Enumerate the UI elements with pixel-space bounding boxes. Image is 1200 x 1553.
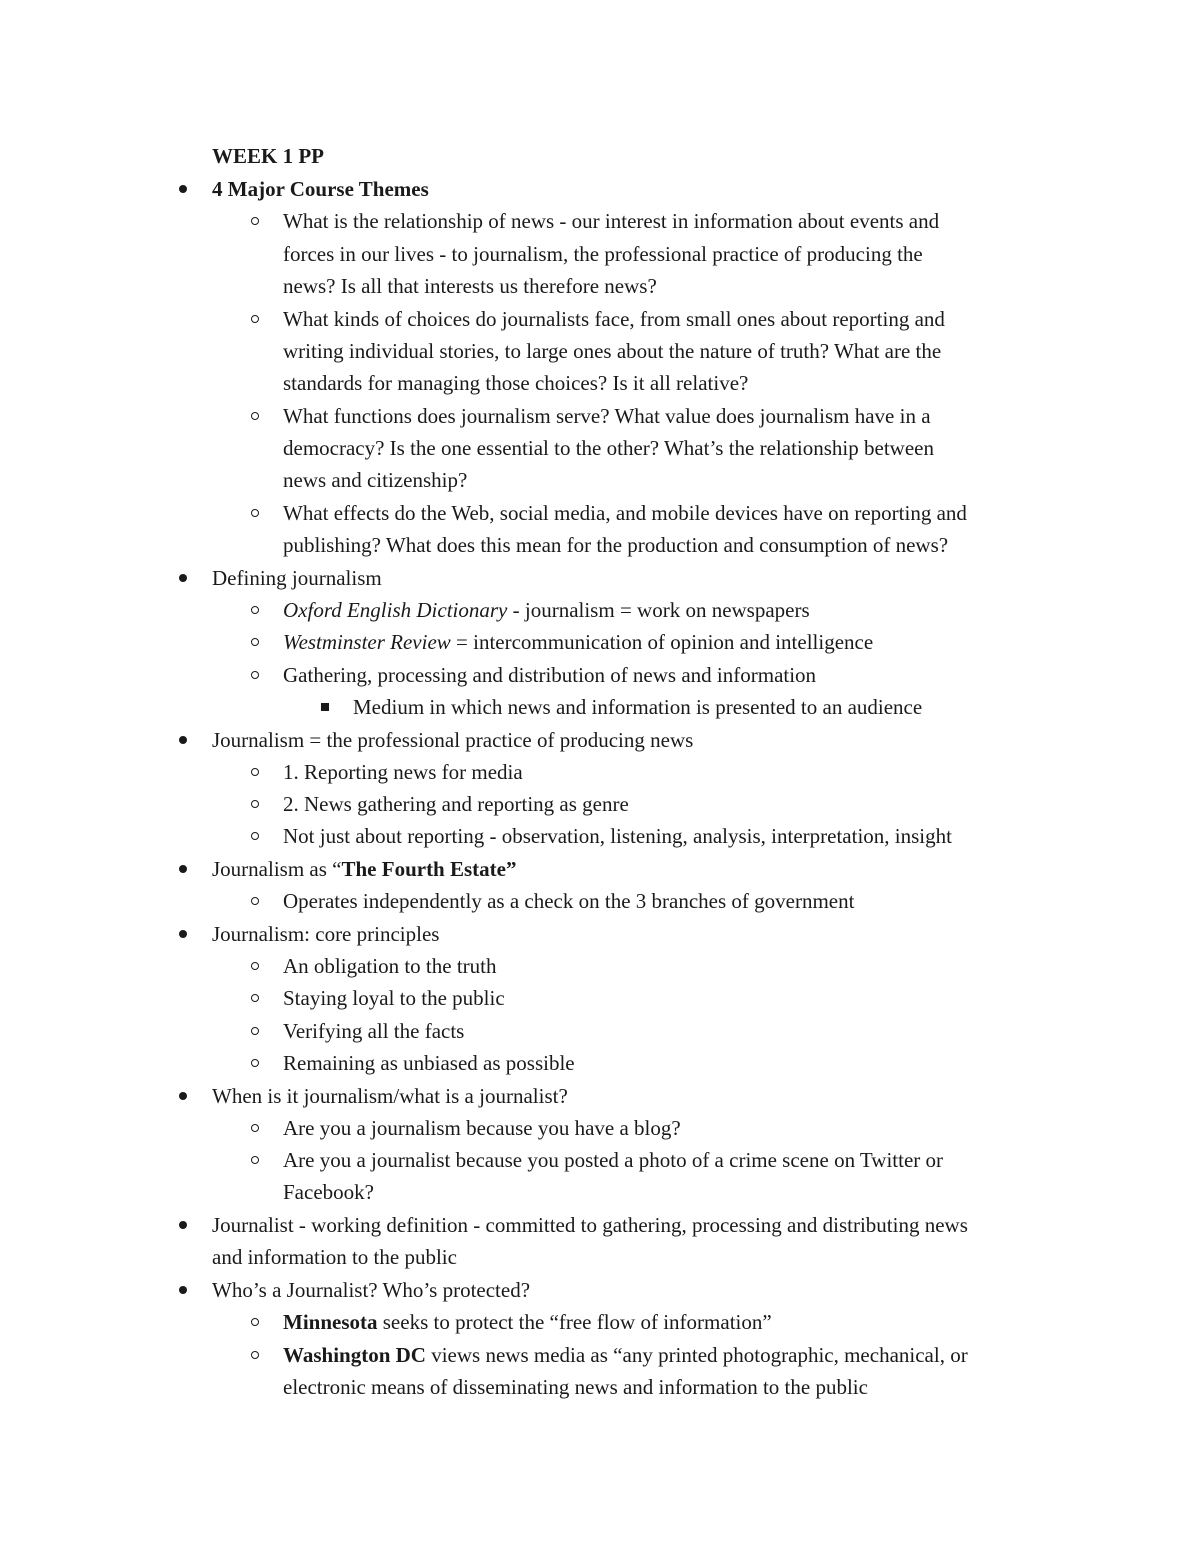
bullet-circle-icon — [251, 1318, 259, 1326]
practice-item-2: 2. News gathering and reporting as genre — [283, 792, 629, 816]
washington-dc-label: Washington DC — [283, 1343, 426, 1367]
bullet-circle-icon — [251, 962, 259, 970]
bullet-circle-icon — [251, 606, 259, 614]
bullet-circle-icon — [251, 1027, 259, 1035]
theme-question-3-line-2: democracy? Is the one essential to the other? What’s the relationship between — [283, 436, 934, 460]
definition-oed — [283, 595, 810, 625]
oed-text: - journalism = work on newspapers — [507, 598, 810, 622]
protected-washington-dc — [283, 1340, 968, 1370]
westminster-text: = intercommunication of opinion and intelligence — [450, 630, 874, 654]
bullet-circle-icon — [251, 1351, 259, 1359]
section-heading-practice: Journalism = the professional practice of producing news — [212, 728, 694, 752]
theme-question-2-line-3: standards for managing those choices? Is it all relative? — [283, 371, 749, 395]
minnesota-text: seeks to protect the “free flow of information” — [377, 1310, 772, 1334]
bullet-circle-icon — [251, 994, 259, 1002]
bullet-circle-icon — [251, 768, 259, 776]
theme-question-4-line-2: publishing? What does this mean for the production and consumption of news? — [283, 533, 949, 557]
bullet-circle-icon — [251, 509, 259, 517]
practice-item-3: Not just about reporting - observation, listening, analysis, interpretation, insight — [283, 824, 952, 848]
theme-question-3-line-1: What functions does journalism serve? What value does journalism have in a — [283, 404, 931, 428]
section-heading-when: When is it journalism/what is a journalist? — [212, 1084, 568, 1108]
bullet-disc-icon — [179, 1221, 187, 1229]
section-heading-protected: Who’s a Journalist? Who’s protected? — [212, 1278, 531, 1302]
washington-dc-text: views news media as “any printed photographic, mechanical, or — [425, 1343, 968, 1367]
bullet-circle-icon — [251, 1059, 259, 1067]
fourth-estate-bold: The Fourth Estate — [341, 857, 506, 881]
fourth-estate-prefix: Journalism as “ — [212, 857, 342, 881]
practice-item-1: 1. Reporting news for media — [283, 760, 523, 784]
definition-gathering: Gathering, processing and distribution of news and information — [283, 663, 817, 687]
bullet-circle-icon — [251, 1156, 259, 1164]
bullet-circle-icon — [251, 412, 259, 420]
bullet-square-icon — [321, 703, 329, 711]
document-title: WEEK 1 PP — [212, 144, 325, 168]
bullet-disc-icon — [179, 1286, 187, 1294]
theme-question-1-line-1: What is the relationship of news - our interest in information about events and — [283, 209, 940, 233]
definition-westminster — [283, 627, 873, 657]
theme-question-3-line-3: news and citizenship? — [283, 468, 468, 492]
bullet-circle-icon — [251, 315, 259, 323]
bullet-circle-icon — [251, 800, 259, 808]
fourth-estate-item-1: Operates independently as a check on the 3 branches of government — [283, 889, 855, 913]
section-heading-principles: Journalism: core principles — [212, 922, 440, 946]
theme-question-1-line-2: forces in our lives - to journalism, the professional practice of producing the — [283, 242, 923, 266]
bullet-disc-icon — [179, 865, 187, 873]
washington-dc-line-2: electronic means of disseminating news and information to the public — [283, 1375, 868, 1399]
bullet-disc-icon — [179, 1092, 187, 1100]
bullet-circle-icon — [251, 832, 259, 840]
minnesota-label: Minnesota — [283, 1310, 378, 1334]
protected-minnesota — [283, 1307, 772, 1337]
theme-question-1-line-3: news? Is all that interests us therefore news? — [283, 274, 657, 298]
oed-source: Oxford English Dictionary — [283, 598, 508, 622]
bullet-disc-icon — [179, 736, 187, 744]
when-item-2-line-1: Are you a journalist because you posted a photo of a crime scene on Twitter or — [283, 1148, 944, 1172]
westminster-source: Westminster Review — [283, 630, 451, 654]
bullet-circle-icon — [251, 1124, 259, 1132]
theme-question-4-line-1: What effects do the Web, social media, and mobile devices have on reporting and — [283, 501, 967, 525]
principle-item-1: An obligation to the truth — [283, 954, 497, 978]
fourth-estate-suffix: ” — [505, 857, 517, 881]
working-definition-line-2: and information to the public — [212, 1245, 457, 1269]
when-item-1: Are you a journalism because you have a blog? — [283, 1116, 681, 1140]
section-heading-themes: 4 Major Course Themes — [212, 177, 429, 201]
section-heading-fourth-estate — [212, 854, 516, 884]
bullet-circle-icon — [251, 217, 259, 225]
bullet-disc-icon — [179, 574, 187, 582]
theme-question-2-line-2: writing individual stories, to large ones about the nature of truth? What are the — [283, 339, 942, 363]
bullet-circle-icon — [251, 897, 259, 905]
principle-item-2: Staying loyal to the public — [283, 986, 505, 1010]
principle-item-3: Verifying all the facts — [283, 1019, 465, 1043]
bullet-circle-icon — [251, 638, 259, 646]
definition-medium: Medium in which news and information is presented to an audience — [353, 695, 923, 719]
theme-question-2-line-1: What kinds of choices do journalists face, from small ones about reporting and — [283, 307, 945, 331]
principle-item-4: Remaining as unbiased as possible — [283, 1051, 575, 1075]
bullet-disc-icon — [179, 930, 187, 938]
working-definition-line-1: Journalist - working definition - committed to gathering, processing and distributing news — [212, 1213, 968, 1237]
bullet-circle-icon — [251, 671, 259, 679]
section-heading-defining: Defining journalism — [212, 566, 382, 590]
when-item-2-line-2: Facebook? — [283, 1180, 374, 1204]
bullet-disc-icon — [179, 185, 187, 193]
